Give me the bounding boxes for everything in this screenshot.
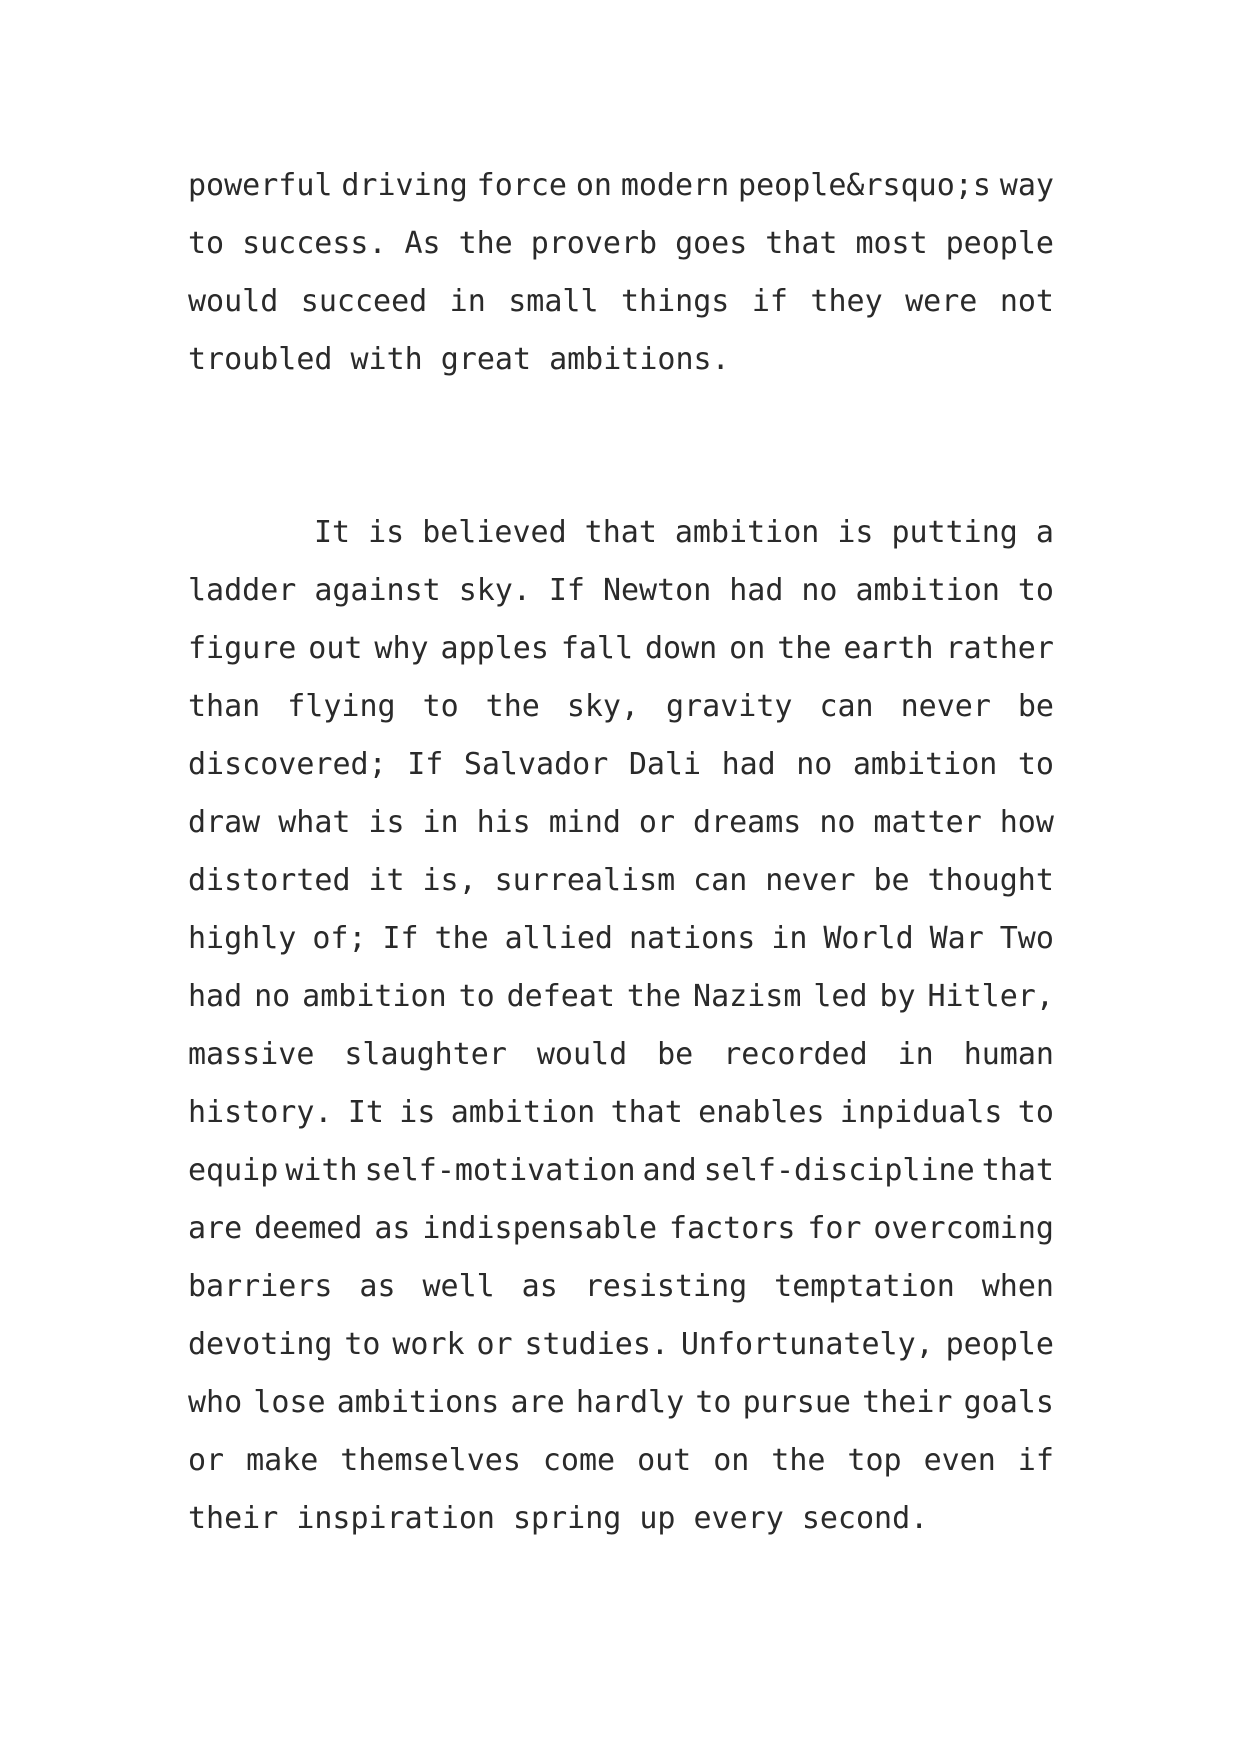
text-line <box>188 1258 1054 1316</box>
word: be <box>873 863 910 898</box>
word: had <box>188 979 243 1014</box>
word: inspiration <box>296 1501 495 1536</box>
word: or <box>188 1443 225 1478</box>
word: when <box>981 1269 1054 1304</box>
word: rather <box>945 631 1054 666</box>
word: to <box>458 979 495 1014</box>
word: a <box>1035 515 1054 550</box>
word: putting <box>891 515 1018 550</box>
word: if <box>751 284 788 319</box>
word: inpiduals <box>839 1095 1003 1130</box>
text-line <box>188 1026 1054 1084</box>
word: the <box>771 1443 826 1478</box>
word: studies. <box>524 1327 669 1362</box>
word: self-motivation <box>364 1153 636 1188</box>
word: be <box>657 1037 694 1072</box>
word: succeed <box>300 284 428 319</box>
word: temptation <box>774 1269 955 1304</box>
word: of; <box>312 921 367 956</box>
word: well <box>422 1269 495 1304</box>
word: make <box>246 1443 319 1478</box>
word: things <box>621 284 730 319</box>
word: in <box>897 1037 934 1072</box>
word: second. <box>801 1501 929 1536</box>
word: people&rsquo;s <box>738 168 991 203</box>
text-line <box>188 852 1054 910</box>
word: that <box>610 1095 683 1130</box>
word: is <box>837 515 874 550</box>
word: War <box>929 921 984 956</box>
word: troubled <box>188 342 333 377</box>
word: devoting <box>188 1327 333 1362</box>
word: indispensable <box>422 1211 658 1246</box>
word: Hitler, <box>927 979 1054 1014</box>
word: every <box>693 1501 784 1536</box>
word: nations <box>628 921 756 956</box>
word: self-discipline <box>703 1153 975 1188</box>
word: led <box>813 979 868 1014</box>
word: barriers <box>188 1269 333 1304</box>
word: figure <box>188 631 297 666</box>
word: in <box>422 805 459 840</box>
text-line <box>188 1490 1054 1548</box>
word: who <box>188 1385 243 1420</box>
word: they <box>810 284 883 319</box>
word: the <box>485 689 540 724</box>
word: ladder <box>188 573 297 608</box>
text-line <box>188 157 1054 215</box>
word: were <box>905 284 978 319</box>
text-line <box>188 1432 1054 1490</box>
word: If <box>407 747 444 782</box>
word: to <box>1017 747 1054 782</box>
word: ambition <box>450 1095 596 1130</box>
word: even <box>923 1443 996 1478</box>
word: and <box>642 1153 697 1188</box>
word: deemed <box>254 1211 363 1246</box>
word: to <box>344 1327 381 1362</box>
word: flying <box>287 689 396 724</box>
word: surrealism <box>494 863 676 898</box>
paragraph-2 <box>188 504 1054 1548</box>
word: why <box>374 631 429 666</box>
word: as <box>359 1269 396 1304</box>
word: draw <box>188 805 261 840</box>
word: earth <box>843 631 934 666</box>
text-line <box>188 1200 1054 1258</box>
word: what <box>278 805 351 840</box>
word: fall <box>560 631 634 666</box>
word: can <box>693 863 748 898</box>
word: than <box>188 689 261 724</box>
word: is, <box>422 863 477 898</box>
word: Newton <box>602 573 712 608</box>
word: or <box>476 1327 513 1362</box>
word: ambitions. <box>549 342 730 377</box>
word: with <box>350 342 423 377</box>
word: as <box>521 1269 558 1304</box>
word: work <box>392 1327 465 1362</box>
word: is <box>368 805 405 840</box>
text-line <box>188 968 1054 1026</box>
text-line <box>188 736 1054 794</box>
word: modern <box>620 168 730 203</box>
word: come <box>542 1443 616 1478</box>
text-line <box>188 1142 1054 1200</box>
word: be <box>1017 689 1054 724</box>
word: equip <box>188 1153 279 1188</box>
word: in <box>449 284 486 319</box>
text-line <box>188 678 1054 736</box>
word: that <box>981 1153 1054 1188</box>
word: with <box>285 1153 358 1188</box>
word: the <box>458 226 513 261</box>
word: believed <box>422 515 567 550</box>
text-line <box>188 1084 1054 1142</box>
word: allied <box>504 921 613 956</box>
word: their <box>188 1501 279 1536</box>
word: had <box>721 747 776 782</box>
word: matter <box>873 805 982 840</box>
word: on <box>713 1443 750 1478</box>
word: his <box>476 805 531 840</box>
word: highly <box>188 921 297 956</box>
word: no <box>819 805 856 840</box>
word: It <box>347 1095 384 1130</box>
text-line <box>188 620 1054 678</box>
word: as <box>374 1211 411 1246</box>
word: World <box>823 921 914 956</box>
word: in <box>771 921 808 956</box>
word: down <box>644 631 718 666</box>
word: spring <box>513 1501 622 1536</box>
word: by <box>879 979 916 1014</box>
word: Nazism <box>693 979 802 1014</box>
text-line <box>188 504 1054 562</box>
word: gravity <box>666 689 793 724</box>
text-line <box>188 215 1054 273</box>
word: ambition <box>674 515 820 550</box>
word: for <box>807 1211 862 1246</box>
word: that <box>765 226 838 261</box>
word: success. <box>242 226 387 261</box>
word: history. <box>188 1095 333 1130</box>
word: enables <box>698 1095 825 1130</box>
word: recorded <box>723 1037 868 1072</box>
word: not <box>999 284 1054 319</box>
word: themselves <box>340 1443 521 1478</box>
word: It <box>314 515 351 550</box>
word: the <box>434 921 489 956</box>
word: out <box>637 1443 692 1478</box>
word: against <box>314 573 441 608</box>
word: that <box>584 515 657 550</box>
word: their <box>862 1385 953 1420</box>
word: to <box>1017 573 1054 608</box>
word: is <box>399 1095 436 1130</box>
word: distorted <box>188 863 351 898</box>
word: proverb <box>530 226 658 261</box>
word: slaughter <box>344 1037 507 1072</box>
word: top <box>847 1443 902 1478</box>
word: sky, <box>566 689 640 724</box>
word: can <box>819 689 874 724</box>
paragraph-1 <box>188 157 1054 389</box>
word: Dali <box>628 747 702 782</box>
text-line <box>188 1374 1054 1432</box>
word: way <box>999 168 1054 203</box>
word: no <box>796 747 833 782</box>
word: the <box>777 631 832 666</box>
text-line <box>188 1316 1054 1374</box>
word: on <box>729 631 766 666</box>
word: human <box>963 1037 1054 1072</box>
text-line <box>188 910 1054 968</box>
word: Unfortunately, <box>680 1327 934 1362</box>
word: massive <box>188 1037 315 1072</box>
word: force <box>476 168 567 203</box>
word: goes <box>675 226 748 261</box>
word: hardly <box>575 1385 685 1420</box>
word: apples <box>440 631 549 666</box>
word: driving <box>341 168 468 203</box>
word: to <box>188 226 225 261</box>
word: to <box>422 689 459 724</box>
word: ambitions <box>336 1385 500 1420</box>
word: ambition <box>302 979 447 1014</box>
word: discovered; <box>188 747 387 782</box>
word: no <box>801 573 838 608</box>
word: Two <box>999 921 1054 956</box>
word: never <box>765 863 856 898</box>
word: thought <box>927 863 1054 898</box>
word: If <box>382 921 419 956</box>
word: are <box>188 1211 243 1246</box>
word: Salvador <box>463 747 609 782</box>
word: goals <box>963 1385 1054 1420</box>
word: small <box>508 284 599 319</box>
word: if <box>1017 1443 1054 1478</box>
word: great <box>440 342 532 377</box>
word: to <box>1017 1095 1054 1130</box>
word: factors <box>669 1211 796 1246</box>
word: resisting <box>584 1269 748 1304</box>
word: never <box>900 689 991 724</box>
word: on <box>575 168 612 203</box>
word: up <box>639 1501 676 1536</box>
text-line <box>188 794 1054 852</box>
word: no <box>254 979 291 1014</box>
word: the <box>626 979 682 1014</box>
word: are <box>510 1385 565 1420</box>
word: overcoming <box>873 1211 1054 1246</box>
word: defeat <box>506 979 615 1014</box>
text-line <box>188 331 1054 389</box>
word: it <box>368 863 405 898</box>
word: As <box>404 226 441 261</box>
text-line <box>188 273 1054 331</box>
word: how <box>999 805 1054 840</box>
word: mind <box>548 805 621 840</box>
word: dreams <box>692 805 802 840</box>
word: sky. <box>458 573 531 608</box>
word: ambition <box>855 573 1000 608</box>
word: ambition <box>852 747 998 782</box>
word: or <box>638 805 676 840</box>
word: out <box>308 631 363 666</box>
word: to <box>695 1385 732 1420</box>
word: people <box>945 226 1054 261</box>
word: had <box>729 573 784 608</box>
word: powerful <box>188 168 333 203</box>
word: would <box>188 284 279 319</box>
word: pursue <box>742 1385 851 1420</box>
word: people <box>945 1327 1054 1362</box>
text-line <box>188 562 1054 620</box>
word: would <box>536 1037 628 1072</box>
word: most <box>855 226 928 261</box>
word: lose <box>253 1385 326 1420</box>
word: is <box>368 515 405 550</box>
word: If <box>548 573 585 608</box>
